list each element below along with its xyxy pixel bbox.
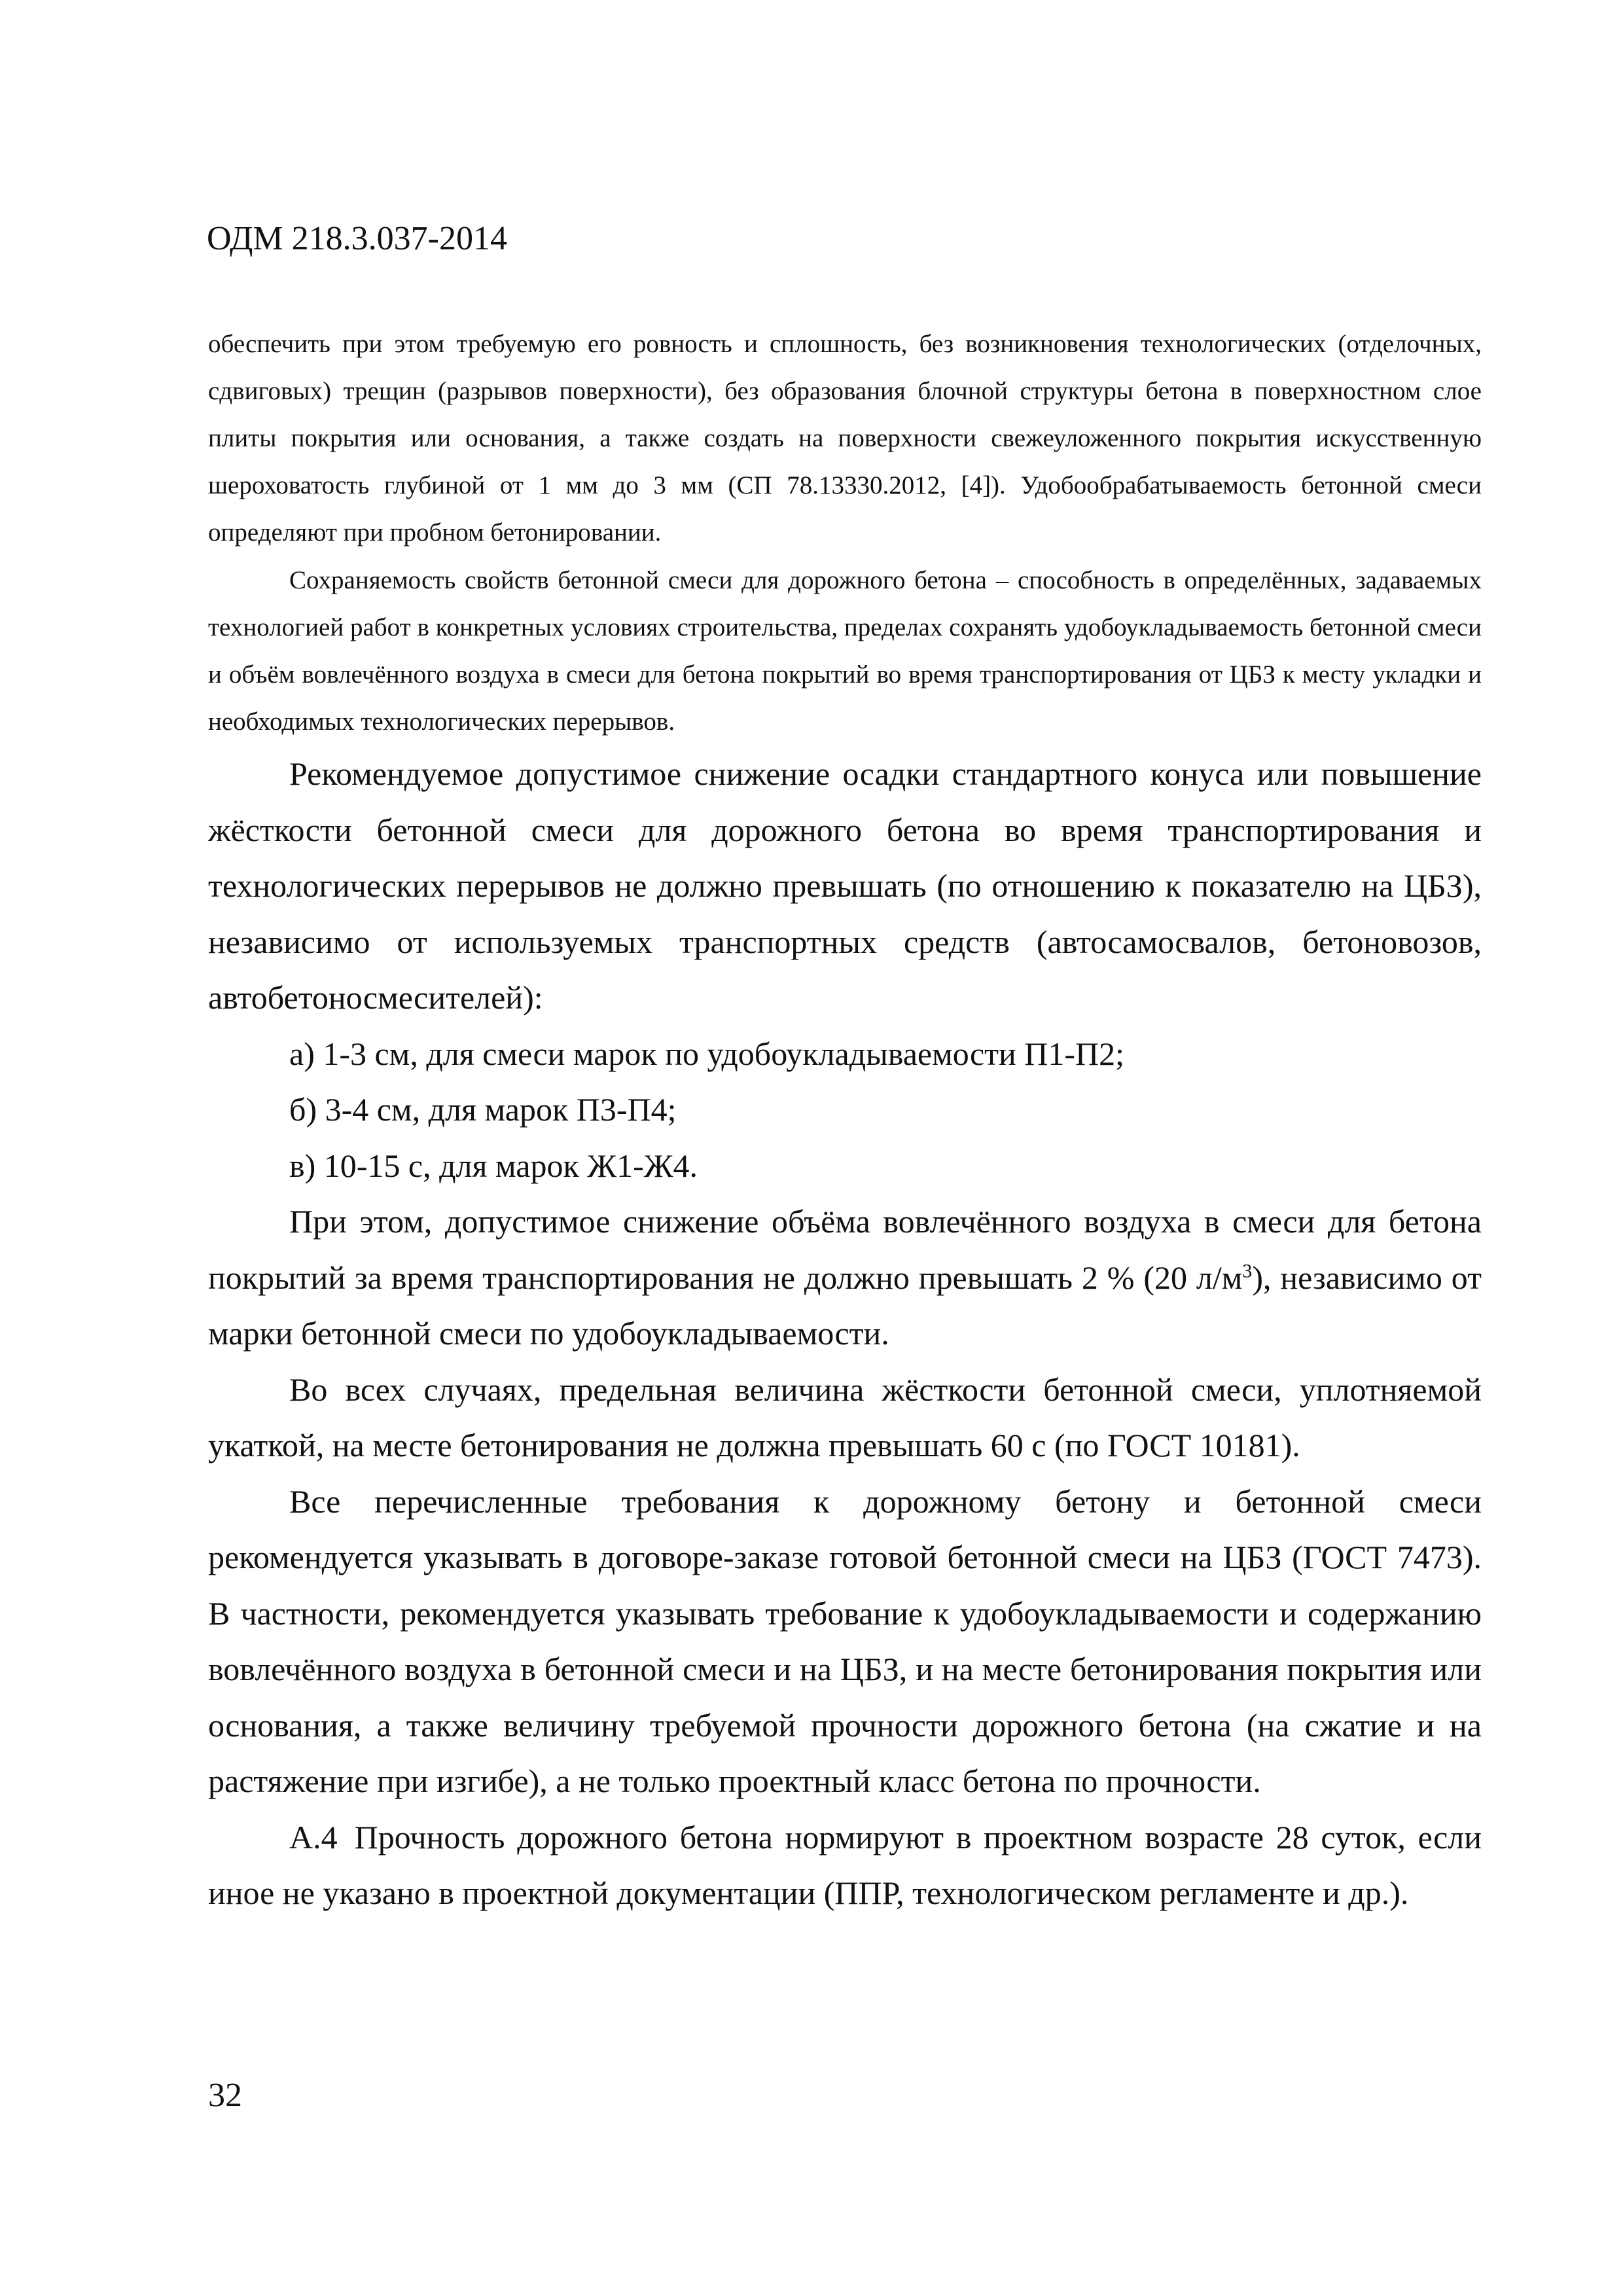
air-text-start: При этом, допустимое снижение объёма вовлечённого воздуха в смеси для бетона покрытий за время транспортирования не должно превышать 2 % (20 л/м [208, 1203, 1482, 1296]
paragraph-order-requirements: Все перечисленные требования к дорожному бетону и бетонной смеси рекомендуется указывать в договоре-заказе готовой бетонной смеси на ЦБЗ (ГОСТ 7473). В частности, рекомендуется указывать требование к удобоукладываемости и содержанию вовлечённого воздуха в бетонной смеси и на ЦБЗ, и на месте бетонирования покрытия или основания, а также величину требуемой прочности дорожного бетона (на сжатие и на растяжение при изгибе), а не только проектный класс бетона по прочности. [208, 1482, 1482, 1799]
cubic-superscript: 3 [1242, 1259, 1253, 1282]
paragraph-recommended-reduction: Рекомендуемое допустимое снижение осадки стандартного конуса или повышение жёсткости бетонной смеси для дорожного бетона во время транспортирования и технологических перерывов не должно превышать (по отношению к показателю на ЦБЗ), независимо от используемых транспортных средств (автосамосвалов, бетоновозов, автобетоносмесителей): [208, 755, 1482, 1016]
air-text-end: ), независимо от марки бетонной смеси по удобоукладываемости. [208, 1259, 1482, 1352]
paragraph-stiffness-limit: Во всех случаях, предельная величина жёсткости бетонной смеси, уплотняемой укаткой, на месте бетонирования не должна превышать 60 с (по ГОСТ 10181). [208, 1371, 1482, 1463]
paragraph-air-content [208, 1194, 1482, 1362]
paragraph-retention: Сохраняемость свойств бетонной смеси для дорожного бетона – способность в определённых, задаваемых технологией работ в конкретных условиях строительства, пределах сохранять удобоукладываемость бетонной смеси и объём вовлечённого воздуха в смеси для бетона покрытий во время транспортирования от ЦБЗ к месту укладки и необходимых технологических перерывов. [208, 566, 1482, 736]
clause-a4-number: А.4 [289, 1818, 338, 1856]
clause-a4 [208, 1810, 1482, 1922]
list-item-c: в) 10-15 с, для марок Ж1-Ж4. [289, 1147, 698, 1184]
paragraph-workability: обеспечить при этом требуемую его ровность и сплошность, без возникновения технологических (отделочных, сдвиговых) трещин (разрывов поверхности), без образования блочной структуры бетона в поверхностном слое плиты покрытия или основания, а также создать на поверхности свежеуложенного покрытия искусственную шероховатость глубиной от 1 мм до 3 мм (СП 78.13330.2012, [4]). Удобообрабатываемость бетонной смеси определяют при пробном бетонировании. [208, 330, 1482, 547]
list-item-a: а) 1-3 см, для смеси марок по удобоукладываемости П1-П2; [289, 1035, 1125, 1072]
main-text-block [208, 746, 1482, 1922]
small-text-block-retention [208, 557, 1482, 745]
clause-a4-text: Прочность дорожного бетона нормируют в проектном возрасте 28 суток, если иное не указано в проектной документации (ППР, технологическом регламенте и др.). [208, 1818, 1482, 1911]
list-item-b: б) 3-4 см, для марок П3-П4; [289, 1091, 677, 1128]
small-text-block-continuation [208, 321, 1482, 556]
page-number: 32 [208, 2077, 242, 2114]
document-code-header: ОДМ 218.3.037-2014 [207, 220, 507, 257]
